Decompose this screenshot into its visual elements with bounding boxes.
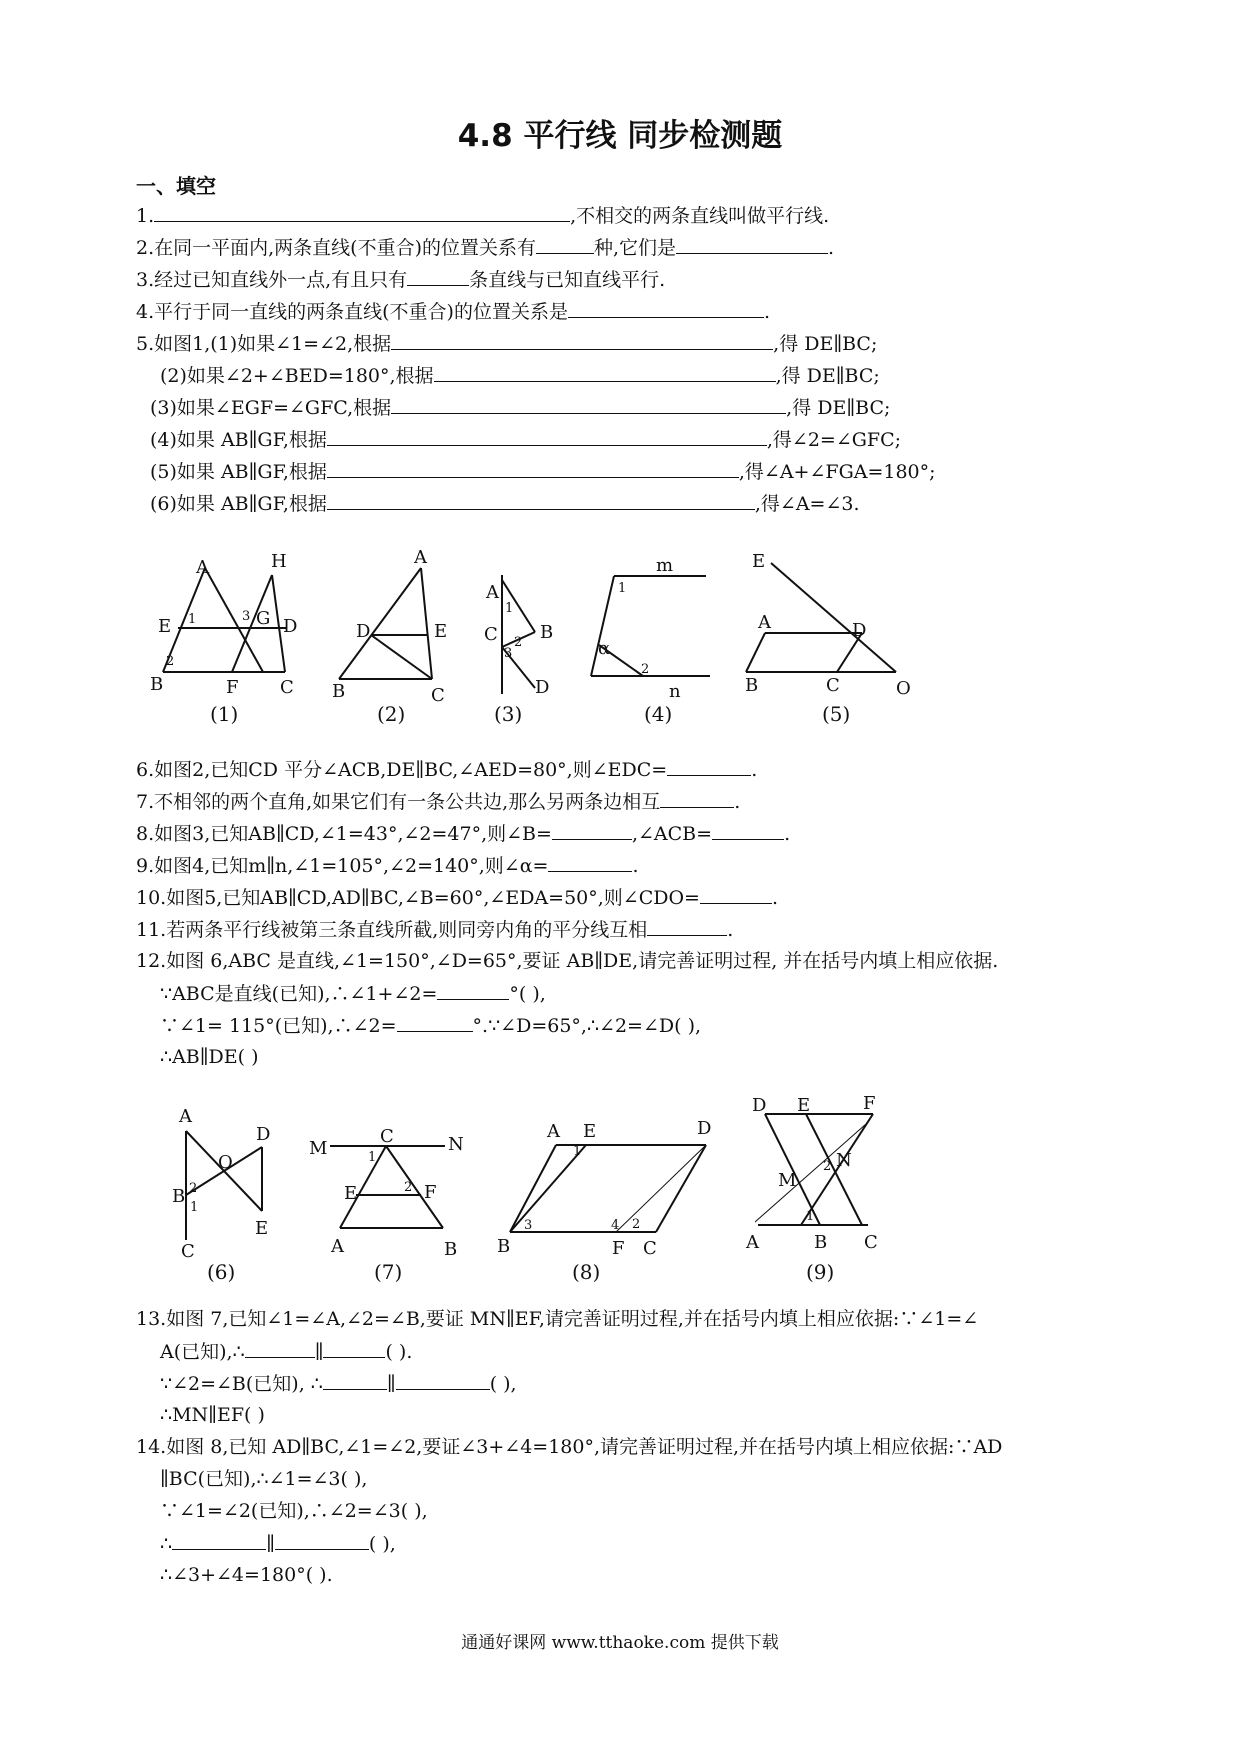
figure-4 (585, 550, 715, 700)
question-13-line-4: ∴MN∥EF( ) (160, 1404, 265, 1426)
f1-label-a: A (196, 557, 209, 578)
figure-9 (745, 1090, 925, 1260)
f9-caption: (9) (806, 1260, 835, 1284)
f5-label-b: B (745, 675, 759, 696)
question-5-line-4 (150, 427, 901, 452)
f7-angle-1: 1 (368, 1150, 377, 1165)
f8-label-e: E (583, 1121, 597, 1142)
q6-end: . (751, 759, 758, 781)
f3-angle-1: 1 (505, 601, 514, 616)
question-11 (136, 917, 733, 942)
f2-caption: (2) (377, 702, 406, 726)
f4-angle-2: 2 (641, 662, 650, 677)
q14-4-end: ( ), (368, 1533, 396, 1555)
f7-label-c: C (380, 1126, 394, 1147)
f9-label-a: A (746, 1232, 759, 1253)
q13-3-parallel: ∥ (386, 1373, 396, 1395)
f1-angle-2: 2 (166, 654, 175, 669)
f5-label-o: O (896, 678, 911, 699)
f6-label-a: A (179, 1106, 192, 1127)
f5-label-a: A (758, 612, 771, 633)
q10-text: 10.如图5,已知AB∥CD,AD∥BC,∠B=60°,∠EDA=50°,则∠CDO= (136, 887, 700, 909)
q12-3-text: ∵∠1= 115°(已知),∴∠2= (160, 1015, 397, 1037)
q8-text-b: ,∠ACB= (631, 823, 713, 845)
f9-angle-1: 1 (806, 1209, 815, 1224)
f8-label-a: A (547, 1121, 560, 1142)
question-10 (136, 885, 778, 910)
q9-blank[interactable] (548, 853, 632, 872)
question-4 (136, 299, 770, 324)
figure-7 (305, 1120, 470, 1260)
section-heading: 一、填空 (136, 174, 216, 198)
q11-text: 11.若两条平行线被第三条直线所截,则同旁内角的平分线互相 (136, 919, 648, 941)
f6-angle-1: 1 (190, 1200, 199, 1215)
q13-3-text: ∵∠2=∠B(已知), ∴ (160, 1373, 323, 1395)
f3-label-d: D (535, 677, 550, 698)
f5-label-c: C (826, 675, 840, 696)
q5-4-result: ,得∠2=∠GFC; (766, 429, 902, 451)
f1-angle-1: 1 (188, 612, 197, 627)
question-2 (136, 235, 834, 260)
q11-end: . (727, 919, 734, 941)
q13-blank-3[interactable] (323, 1371, 387, 1390)
q5-5-text: (5)如果 AB∥GF,根据 (150, 461, 327, 483)
f4-angle-1: 1 (618, 581, 627, 596)
f9-label-m: M (778, 1170, 797, 1191)
f3-label-c: C (484, 624, 498, 645)
page-title: 4.8 平行线 同步检测题 (457, 118, 783, 154)
q10-blank[interactable] (700, 885, 772, 904)
q6-blank[interactable] (667, 757, 751, 776)
q5-5-result: ,得∠A+∠FGA=180°; (738, 461, 936, 483)
f8-caption: (8) (572, 1260, 601, 1284)
f6-label-c: C (181, 1241, 195, 1262)
q13-blank-2[interactable] (323, 1339, 385, 1358)
f7-label-n: N (448, 1134, 464, 1155)
f5-label-e: E (752, 551, 766, 572)
f1-caption: (1) (210, 702, 239, 726)
question-6 (136, 757, 757, 782)
f4-label-m: m (656, 555, 674, 576)
f7-label-f: F (424, 1182, 437, 1203)
q4-blank[interactable] (568, 299, 764, 318)
f7-label-e: E (344, 1183, 358, 1204)
f6-label-b: B (172, 1186, 186, 1207)
figure-1 (150, 545, 310, 698)
f5-label-d: D (852, 620, 867, 641)
question-5-line-2 (160, 363, 880, 388)
q9-end: . (632, 855, 639, 877)
f1-label-f: F (226, 677, 239, 698)
question-9 (136, 853, 639, 878)
q4-text-a: 4.平行于同一直线的两条直线(不重合)的位置关系是 (136, 301, 568, 323)
question-5-line-5 (150, 459, 936, 484)
question-14-line-2: ∥BC(已知),∴∠1=∠3( ), (160, 1468, 368, 1490)
f9-label-b: B (814, 1232, 828, 1253)
q9-text: 9.如图4,已知m∥n,∠1=105°,∠2=140°,则∠α= (136, 855, 549, 877)
question-13-line-3 (160, 1371, 517, 1396)
q8-blank-1[interactable] (552, 821, 632, 840)
question-13-line-1: 13.如图 7,已知∠1=∠A,∠2=∠B,要证 MN∥EF,请完善证明过程,并在括号内填上相应依据:∵∠1=∠ (136, 1308, 979, 1330)
q5-3-blank[interactable] (391, 395, 786, 414)
question-12-line-4: ∴AB∥DE( ) (160, 1046, 259, 1068)
figure-6 (170, 1105, 280, 1265)
q8-blank-2[interactable] (712, 821, 784, 840)
f3-label-b: B (540, 622, 554, 643)
f8-angle-3: 3 (524, 1218, 533, 1233)
q3-text-a: 3.经过已知直线外一点,有且只有 (136, 269, 408, 291)
question-5-line-6 (150, 491, 860, 516)
f1-label-e: E (158, 616, 172, 637)
f8-diagonal (616, 1145, 706, 1232)
q2-text-a: 2.在同一平面内,两条直线(不重合)的位置关系有 (136, 237, 536, 259)
q5-6-result: ,得∠A=∠3. (754, 493, 860, 515)
question-14-line-1: 14.如图 8,已知 AD∥BC,∠1=∠2,要证∠3+∠4=180°,请完善证明过程,并在括号内填上相应依据:∵AD (136, 1436, 1003, 1458)
f3-caption: (3) (494, 702, 523, 726)
question-12-line-2 (160, 981, 546, 1006)
f5-caption: (5) (822, 702, 851, 726)
f3-angle-3: 3 (504, 646, 513, 661)
q3-text-b: 条直线与已知直线平行. (469, 269, 666, 291)
q5-1-blank[interactable] (391, 331, 773, 350)
f8-angle-1: 1 (573, 1144, 582, 1159)
q14-4-parallel: ∥ (266, 1533, 275, 1555)
f7-label-a: A (331, 1236, 344, 1257)
q5-4-text: (4)如果 AB∥GF,根据 (150, 429, 327, 451)
q13-2-parallel: ∥ (314, 1341, 324, 1363)
question-1 (136, 203, 829, 228)
q5-2-result: ,得 DE∥BC; (775, 365, 880, 387)
question-12-line-1: 12.如图 6,ABC 是直线,∠1=150°,∠D=65°,要证 AB∥DE,请完善证明过程, 并在括号内填上相应依据. (136, 950, 999, 972)
f3-angle-2: 2 (514, 635, 523, 650)
f6-label-e: E (255, 1218, 269, 1239)
f8-angle-2: 2 (632, 1217, 641, 1232)
q12-3-end: °.∵∠D=65°,∴∠2=∠D( ), (472, 1015, 702, 1037)
q5-3-result: ,得 DE∥BC; (786, 397, 891, 419)
f6-label-o: O (218, 1152, 233, 1173)
q4-text-b: . (763, 301, 771, 323)
f7-angle-2: 2 (404, 1180, 413, 1195)
figure-2 (330, 545, 450, 705)
question-8 (136, 821, 790, 846)
f1-label-d: D (283, 616, 298, 637)
q12-2-text: ∵ABC是直线(已知),∴∠1+∠2= (160, 983, 438, 1005)
f1-label-h: H (271, 551, 287, 572)
q5-1-text: 5.如图1,(1)如果∠1=∠2,根据 (136, 333, 392, 355)
f7-caption: (7) (374, 1260, 403, 1284)
f6-label-d: D (256, 1124, 271, 1145)
figure-3 (482, 570, 552, 700)
f3-label-a: A (486, 582, 499, 603)
q5-5-blank[interactable] (327, 459, 739, 478)
q13-blank-1[interactable] (245, 1339, 315, 1358)
q7-blank[interactable] (660, 789, 734, 808)
f7-label-b: B (444, 1239, 458, 1260)
q13-3-end: ( ), (489, 1373, 517, 1395)
f9-angle-2: 2 (823, 1159, 832, 1174)
q5-2-text: (2)如果∠2+∠BED=180°,根据 (160, 365, 434, 387)
figure-5 (745, 548, 915, 700)
f9-label-f: F (863, 1093, 876, 1114)
f2-label-e: E (434, 621, 448, 642)
q10-end: . (771, 887, 779, 909)
figure-8 (495, 1115, 715, 1260)
f9-label-c: C (864, 1232, 878, 1253)
q8-end: . (784, 823, 791, 845)
q2-blank-2[interactable] (676, 235, 828, 254)
q14-4-text: ∴ (160, 1533, 173, 1555)
f4-caption: (4) (644, 702, 673, 726)
f8-label-f: F (612, 1238, 625, 1259)
f1-angle-3: 3 (242, 609, 251, 624)
q3-blank[interactable] (407, 267, 469, 286)
q7-text: 7.不相邻的两个直角,如果它们有一条公共边,那么另两条边相互 (136, 791, 661, 813)
f2-label-d: D (356, 621, 371, 642)
q1-suffix: ,不相交的两条直线叫做平行线. (570, 205, 830, 227)
q6-text: 6.如图2,已知CD 平分∠ACB,DE∥BC,∠AED=80°,则∠EDC= (136, 759, 668, 781)
q11-blank[interactable] (647, 917, 727, 936)
q5-3-text: (3)如果∠EGF=∠GFC,根据 (150, 397, 392, 419)
f4-label-n: n (669, 681, 681, 702)
question-7 (136, 789, 740, 814)
q2-text-b: 种,它们是 (594, 237, 677, 259)
f9-label-e: E (797, 1095, 811, 1116)
question-14-line-3: ∵∠1=∠2(已知),∴∠2=∠3( ), (160, 1500, 428, 1522)
f2-label-b: B (332, 681, 346, 702)
f6-caption: (6) (207, 1260, 236, 1284)
q8-text-a: 8.如图3,已知AB∥CD,∠1=43°,∠2=47°,则∠B= (136, 823, 552, 845)
q14-blank-2[interactable] (275, 1531, 369, 1550)
question-5-line-3 (150, 395, 890, 420)
f8-label-d: D (697, 1118, 712, 1139)
q5-1-result: ,得 DE∥BC; (773, 333, 878, 355)
f2-label-c: C (431, 685, 445, 706)
q12-2-end: °( ), (509, 983, 546, 1005)
f8-label-c: C (643, 1238, 657, 1259)
page-footer: 通通好课网 www.tthaoke.com 提供下载 (461, 1633, 779, 1653)
q5-4-blank[interactable] (327, 427, 767, 446)
f1-label-g: G (256, 608, 271, 629)
q13-2-text: A(已知),∴ (160, 1341, 245, 1363)
q13-blank-4[interactable] (396, 1371, 490, 1390)
q7-end: . (734, 791, 741, 813)
q5-6-blank[interactable] (327, 491, 755, 510)
q14-blank-1[interactable] (172, 1531, 266, 1550)
q5-6-text: (6)如果 AB∥GF,根据 (150, 493, 327, 515)
q1-blank[interactable] (154, 203, 570, 222)
f9-label-n: N (836, 1150, 852, 1171)
f1-label-b: B (150, 674, 164, 695)
f8-angle-4: 4 (611, 1218, 620, 1233)
f7-label-m: M (309, 1138, 328, 1159)
question-14-line-5: ∴∠3+∠4=180°( ). (160, 1564, 333, 1586)
q1-prefix: 1. (136, 205, 155, 227)
question-14-line-4 (160, 1531, 396, 1556)
question-13-line-2 (160, 1339, 412, 1364)
q5-2-blank[interactable] (434, 363, 776, 382)
f6-angle-2: 2 (189, 1181, 198, 1196)
f4-angle-alpha: α (598, 638, 611, 659)
f8-label-b: B (497, 1236, 511, 1257)
question-12-line-3 (160, 1013, 701, 1038)
f9-label-d: D (752, 1095, 767, 1116)
f2-label-a: A (414, 547, 427, 568)
q12-blank-2[interactable] (397, 1013, 473, 1032)
question-5-line-1 (136, 331, 877, 356)
q2-blank-1[interactable] (536, 235, 594, 254)
f1-label-c: C (280, 677, 294, 698)
q2-text-c: . (828, 237, 835, 259)
q12-blank-1[interactable] (437, 981, 509, 1000)
question-3 (136, 267, 665, 292)
q13-2-end: ( ). (385, 1341, 413, 1363)
